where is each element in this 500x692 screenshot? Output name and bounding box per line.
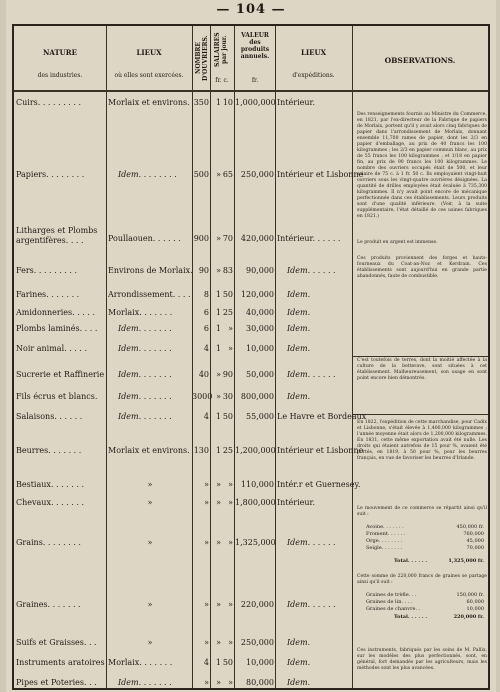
cell-nature: Fers. . . . . . . . .	[16, 266, 78, 275]
cell-exped: Idem.	[287, 658, 311, 667]
cell-c: »	[228, 538, 233, 547]
cell-fr: »	[216, 370, 221, 379]
grain-item-value: 760,000	[463, 531, 484, 537]
cell-valeur: 250,000	[240, 170, 274, 179]
cell-c: »	[228, 638, 233, 647]
cell-nombre: 40	[198, 370, 209, 379]
cell-nature: Plombs laminés. . . .	[16, 324, 98, 333]
header-valeur: VALEUR des produits annuels.	[240, 32, 270, 60]
cell-valeur: 800,000	[240, 392, 274, 401]
cell-nombre: 90	[198, 266, 209, 275]
cell-exped: Idem.	[287, 308, 311, 317]
header-nature: NATURE des industries.	[37, 48, 83, 79]
cell-c: »	[228, 344, 233, 353]
cell-fr: »	[216, 392, 221, 401]
header-observations: OBSERVATIONS.	[384, 56, 456, 65]
cell-nature: Graines. . . . . . .	[16, 600, 81, 609]
cell-exped: Idem. . . . . .	[287, 538, 336, 547]
cell-c: 25	[222, 446, 233, 455]
cell-valeur: 10,000	[246, 344, 274, 353]
graines-total: 220,000 fr.	[453, 614, 484, 620]
cell-nature: Noir animal. . . . .	[16, 344, 88, 353]
obs-graines-intro: Cette somme de 220,000 francs de graines se partage ainsi qu'il suit :	[357, 574, 487, 585]
cell-c: 25	[222, 308, 233, 317]
cell-nature: Pipes et Poteries. . .	[16, 678, 97, 687]
column-divider	[192, 26, 193, 688]
cell-c: 50	[222, 658, 233, 667]
graine-item-label: Graines de lin. . . .	[366, 599, 413, 605]
cell-lieux: »	[147, 600, 153, 609]
cell-fr: 1	[215, 344, 221, 353]
cell-valeur: 80,000	[246, 678, 274, 687]
obs-separator	[352, 414, 488, 415]
cell-fr: »	[216, 234, 221, 243]
cell-nombre: 3000	[192, 392, 213, 401]
cell-c: »	[228, 498, 233, 507]
cell-exped: Le Havre et Bordeaux	[277, 412, 367, 421]
cell-fr: 1	[215, 658, 221, 667]
cell-valeur: 420,000	[240, 234, 274, 243]
cell-nombre: 130	[193, 446, 209, 455]
header-lieux: LIEUX où elles sont exercées.	[114, 48, 184, 79]
cell-fr: 1	[215, 290, 221, 299]
cell-c: 50	[222, 290, 233, 299]
cell-valeur: 90,000	[246, 266, 274, 275]
cell-valeur: 1,000,000	[235, 98, 276, 107]
cell-nombre: 6	[203, 324, 209, 333]
cell-lieux: Idem. . . . . . .	[118, 344, 172, 353]
cell-nombre: 8	[203, 290, 209, 299]
cell-exped: Idem.	[287, 678, 311, 687]
cell-lieux: Idem. . . . . . .	[118, 678, 172, 687]
grains-total: 1,325,000 fr.	[448, 558, 484, 564]
grain-item-label: Avoine. . . . . . .	[366, 524, 404, 530]
cell-exped: Intérieur.	[277, 498, 316, 507]
cell-nature: Amidonneries. . . . .	[16, 308, 96, 317]
cell-exped: Intérieur.	[277, 98, 316, 107]
cell-nature: Farines. . . . . . .	[16, 290, 80, 299]
cell-fr: »	[216, 538, 221, 547]
cell-lieux: »	[147, 498, 153, 507]
cell-c: »	[228, 678, 233, 687]
cell-c: »	[228, 600, 233, 609]
grain-item-value: 450,000 fr.	[456, 524, 484, 530]
cell-fr: »	[216, 480, 221, 489]
cell-valeur: 250,000	[240, 638, 274, 647]
grain-item-label: Seigle. . . . . . .	[366, 545, 403, 551]
cell-nature: Chevaux. . . . . . .	[16, 498, 85, 507]
cell-c: 90	[222, 370, 233, 379]
column-divider	[275, 26, 276, 688]
column-divider	[234, 26, 235, 688]
cell-lieux: »	[147, 638, 153, 647]
graine-item-value: 10,000	[466, 606, 484, 612]
cell-nature: Fils écrus et blancs.	[16, 392, 98, 401]
cell-valeur: 30,000	[246, 324, 274, 333]
cell-nombre: »	[204, 678, 209, 687]
ledger-page	[6, 0, 496, 692]
cell-valeur: 10,000	[246, 658, 274, 667]
grain-item-label: Froment. . . . . .	[366, 531, 406, 537]
cell-valeur: 40,000	[246, 308, 274, 317]
cell-exped: Idem. . . . . .	[287, 600, 336, 609]
cell-exped: Intérieur. . . . . .	[277, 234, 341, 243]
cell-lieux: Morlaix. . . . . . .	[108, 308, 173, 317]
unit-salaire: fr. c.	[215, 77, 229, 84]
cell-valeur: 1,800,000	[235, 498, 276, 507]
cell-nombre: »	[204, 638, 209, 647]
cell-fr: »	[216, 600, 221, 609]
cell-nombre: 4	[203, 412, 209, 421]
cell-nombre: 4	[203, 344, 209, 353]
cell-fr: 1	[215, 308, 221, 317]
cell-exped: Idem.	[287, 290, 311, 299]
obs-litharges: Le produit en argent est immense.	[357, 240, 438, 245]
graines-total-label: Total. . . . . .	[394, 614, 428, 620]
cell-c: »	[228, 480, 233, 489]
cell-exped: Idem. . . . . .	[287, 370, 336, 379]
cell-lieux: Morlaix. . . . . . .	[108, 658, 173, 667]
cell-nature: Sucrerie et Raffinerie	[16, 370, 105, 379]
cell-valeur: 55,000	[246, 412, 274, 421]
industry-table	[12, 24, 490, 690]
cell-nature: Cuirs. . . . . . . . .	[16, 98, 81, 107]
cell-lieux: »	[147, 538, 153, 547]
obs-fers: Ces produits proviennent des forges et hauts-fourneaux du Coat-an-Noz et Kerdrain. Ces établissements sont aujourd'hui en grande partie abandonnés, faute de combustible.	[357, 256, 487, 279]
cell-fr: 1	[215, 446, 221, 455]
cell-nature: Suifs et Graisses. . .	[16, 638, 97, 647]
graine-item-value: 60,000	[466, 599, 484, 605]
cell-fr: 1	[215, 98, 221, 107]
cell-valeur: 50,000	[246, 370, 274, 379]
cell-c: »	[228, 324, 233, 333]
header-salaires: SALAIRES par jour.	[214, 32, 228, 68]
cell-lieux: Idem. . . . . . .	[118, 412, 172, 421]
cell-nature: Bestiaux. . . . . . .	[16, 480, 84, 489]
cell-nature: Instruments aratoires	[16, 658, 105, 667]
column-divider	[352, 26, 353, 688]
cell-nature: Beurres. . . . . . .	[16, 446, 82, 455]
cell-exped: Idem. . . . . .	[287, 266, 336, 275]
cell-exped: Idem.	[287, 344, 311, 353]
cell-fr: »	[216, 170, 221, 179]
cell-nombre: »	[204, 600, 209, 609]
graine-item-label: Graines de trèfle. . .	[366, 592, 417, 598]
cell-exped: Idem.	[287, 392, 311, 401]
header-rule	[14, 90, 488, 92]
cell-exped: Intérieur et Lisbonne	[277, 446, 364, 455]
cell-fr: 1	[215, 324, 221, 333]
cell-valeur: 1,325,000	[235, 538, 276, 547]
cell-c: 83	[222, 266, 233, 275]
cell-nature: Papiers. . . . . . . .	[16, 170, 85, 179]
cell-fr: »	[216, 498, 221, 507]
cell-fr: »	[216, 678, 221, 687]
cell-valeur: 220,000	[240, 600, 274, 609]
header-nombre: NOMBRE D'OUVRIERS.	[195, 35, 209, 81]
cell-lieux: Idem. . . . . . .	[118, 370, 172, 379]
cell-lieux: Arrondissement. . . .	[108, 290, 191, 299]
cell-c: 50	[222, 412, 233, 421]
cell-nature: Grains. . . . . . . .	[16, 538, 81, 547]
cell-nature: Salaisons. . . . . .	[16, 412, 83, 421]
grain-item-label: Orge. . . . . . . .	[366, 538, 403, 544]
cell-nature: Litharges et Plombs argentifères. . . .	[16, 226, 98, 245]
cell-exped: Idem.	[287, 324, 311, 333]
obs-grains-intro: Le mouvement de ce commerce se répartit ainsi qu'il suit :	[357, 506, 487, 517]
unit-valeur: fr.	[251, 77, 259, 84]
cell-exped: Intér.r et Guernesey.	[277, 480, 361, 489]
column-divider	[106, 26, 107, 688]
cell-c: 65	[222, 170, 233, 179]
cell-lieux: Idem. . . . . . .	[118, 324, 172, 333]
cell-nombre: 900	[193, 234, 209, 243]
obs-papiers: Des renseignements fournis au Ministre du Commerce, en 1821, par l'ex-directeur de la Fabrique de papiers de Morlaix, portent qu'il y avait alors cinq fabriques de papier dans l'arrondissement de Morlaix, donnant ensemble 11,700 rames de papier, dont les 2/3 en papier d'emballage, au prix de 40 francs les 100 kilogrammes ; les 2/3 en papier commun blanc, au prix de 55 francs les 100 kilogrammes ; et 1/18 en papier fin, au prix de 90 francs les 100 kilogrammes. Le nombre des ouvriers occupés était de 500, et leur salaire de 75 c. à 1 fr. 50 c. Ils employaient vingt-huit ouvriers sous les vingt-quatre ouvrières désignées. La quantité de drilles employées était évaluée à 735,300 kilogrammes. Il n'y avait point encore de mécanique perfectionnée dans ces établissements. Leurs produits sont d'une qualité inférieure. (Voir, à la suite supplémentaire, l'état détaillé de ces usines fabriques en 1821.)	[357, 112, 487, 219]
obs-separator	[352, 356, 488, 357]
obs-instruments: Ces instruments, fabriqués par les soins de M. Pallix, sur les modèles des plus perfectionnés, sont, en général, fort demandés par les agriculteurs, mais les méthodes sont les plus avancées.	[357, 648, 487, 671]
cell-lieux: Idem. . . . . . . .	[118, 170, 177, 179]
cell-valeur: 1,200,000	[235, 446, 276, 455]
cell-nombre: 6	[203, 308, 209, 317]
grain-item-value: 70,000	[466, 545, 484, 551]
cell-exped: Idem.	[287, 638, 311, 647]
cell-fr: »	[216, 638, 221, 647]
cell-nombre: 350	[193, 98, 209, 107]
grains-total-label: Total. . . . . .	[394, 558, 428, 564]
cell-c: 10	[222, 98, 233, 107]
header-expeditions: LIEUX d'expéditions.	[292, 48, 335, 79]
cell-fr: »	[216, 266, 221, 275]
cell-lieux: Morlaix et environs.	[108, 446, 190, 455]
cell-valeur: 110,000	[240, 480, 274, 489]
cell-lieux: Idem. . . . . . .	[118, 392, 172, 401]
cell-lieux: Poullaouen. . . . . .	[108, 234, 181, 243]
cell-c: 70	[222, 234, 233, 243]
obs-sucrerie: C'est toutefois de terres, dont la moitié affectée à la culture de la betterave, sont situées à cet établissement. Malheureusement, son usage en sont point encore bien démontrés.	[357, 358, 487, 381]
cell-valeur: 120,000	[240, 290, 274, 299]
cell-exped: Intérieur et Lisbonne	[277, 170, 364, 179]
cell-nombre: »	[204, 498, 209, 507]
page-number: — 104 —	[216, 2, 286, 17]
graine-item-value: 150,000 fr.	[456, 592, 484, 598]
column-divider	[210, 26, 211, 688]
cell-fr: 1	[215, 412, 221, 421]
cell-nombre: 4	[203, 658, 209, 667]
cell-lieux: Environs de Morlaix.	[108, 266, 193, 275]
cell-nombre: »	[204, 538, 209, 547]
obs-beurres: En 1822, l'expédition de cette marchandise, pour Cadix et Lisbonne, s'était élevée à 1,400,000 kilogrammes ; l'année moyenne était alors de 1,200,000 kilogrammes. En 1831, cette même exportation avait été nulle. Les droits qui étaient autrefois de 15 pour %, avaient été portés, en 1819, à 50 pour %, pour les beurres français, en vue de favoriser les beurres d'Irlande.	[357, 420, 487, 461]
cell-c: 30	[222, 392, 233, 401]
grain-item-value: 45,000	[466, 538, 484, 544]
cell-lieux: »	[147, 480, 153, 489]
cell-nombre: »	[204, 480, 209, 489]
cell-nombre: 500	[193, 170, 209, 179]
graine-item-label: Graines de chanvre. .	[366, 606, 421, 612]
cell-lieux: Morlaix et environs.	[108, 98, 190, 107]
